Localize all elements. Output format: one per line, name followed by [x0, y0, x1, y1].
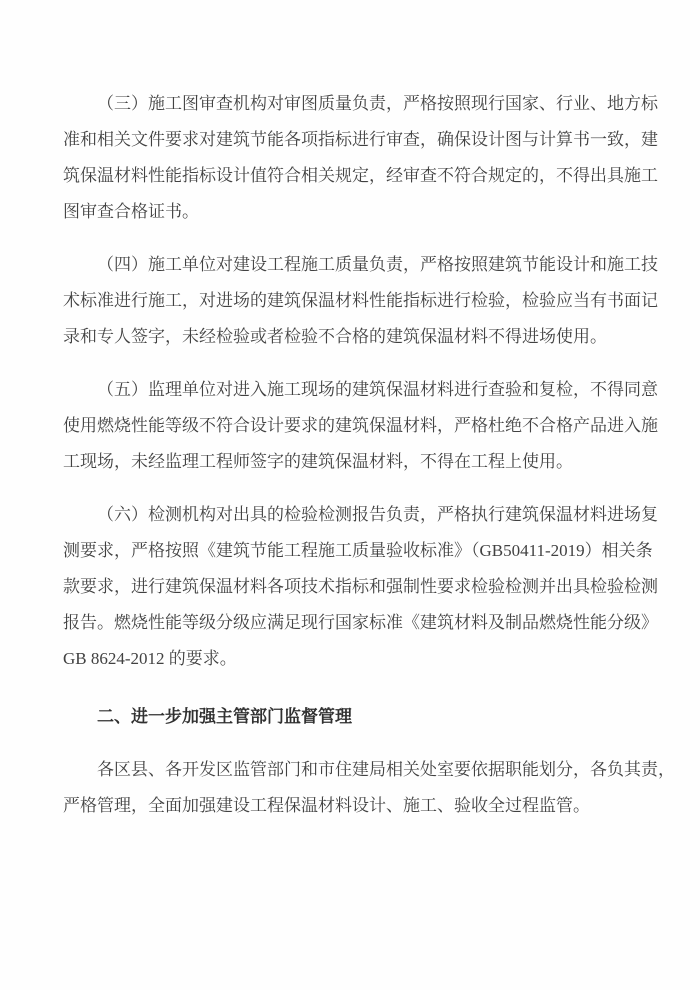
text-line: （三）施工图审查机构对审图质量负责，严格按照现行国家、行业、地方标 [97, 94, 658, 113]
text-line: （六）检测机构对出具的检验检测报告负责，严格执行建筑保温材料进场复 [97, 505, 658, 524]
text-line: （四）施工单位对建设工程施工质量负责，严格按照建筑节能设计和施工技 [97, 255, 658, 274]
paragraph-item-6 [63, 497, 658, 677]
paragraph-closing [63, 752, 675, 824]
text-line: GB 8624-2012 的要求。 [63, 649, 237, 668]
text-line: 测要求，严格按照《建筑节能工程施工质量验收标准》（GB50411-2019）相关条 [63, 541, 653, 560]
text-line: 筑保温材料性能指标设计值符合相关规定，经审查不符合规定的，不得出具施工 [63, 166, 658, 185]
text-line: 严格管理，全面加强建设工程保温材料设计、施工、验收全过程监管。 [63, 796, 590, 815]
paragraph-item-5 [63, 372, 658, 480]
text-line: 工现场，未经监理工程师签字的建筑保温材料，不得在工程上使用。 [63, 452, 573, 471]
text-line: （五）监理单位对进入施工现场的建筑保温材料进行查验和复检，不得同意 [97, 380, 658, 399]
text-line: 准和相关文件要求对建筑节能各项指标进行审查，确保设计图与计算书一致，建 [63, 130, 658, 149]
text-line: 报告。燃烧性能等级分级应满足现行国家标准《建筑材料及制品燃烧性能分级》 [63, 613, 658, 632]
text-line: 款要求，进行建筑保温材料各项技术指标和强制性要求检验检测并出具检验检测 [63, 577, 658, 596]
section-heading: 二、进一步加强主管部门监督管理 [97, 707, 352, 726]
paragraph-item-4 [63, 247, 658, 355]
text-line: 录和专人签字，未经检验或者检验不合格的建筑保温材料不得进场使用。 [63, 327, 607, 346]
text-line: 使用燃烧性能等级不符合设计要求的建筑保温材料，严格杜绝不合格产品进入施 [63, 416, 658, 435]
text-line: 图审查合格证书。 [63, 202, 199, 221]
paragraph-item-3 [63, 86, 658, 230]
text-line: 各区县、各开发区监管部门和市住建局相关处室要依据职能划分，各负其责， [97, 760, 675, 779]
text-line: 术标准进行施工，对进场的建筑保温材料性能指标进行检验，检验应当有书面记 [63, 291, 658, 310]
